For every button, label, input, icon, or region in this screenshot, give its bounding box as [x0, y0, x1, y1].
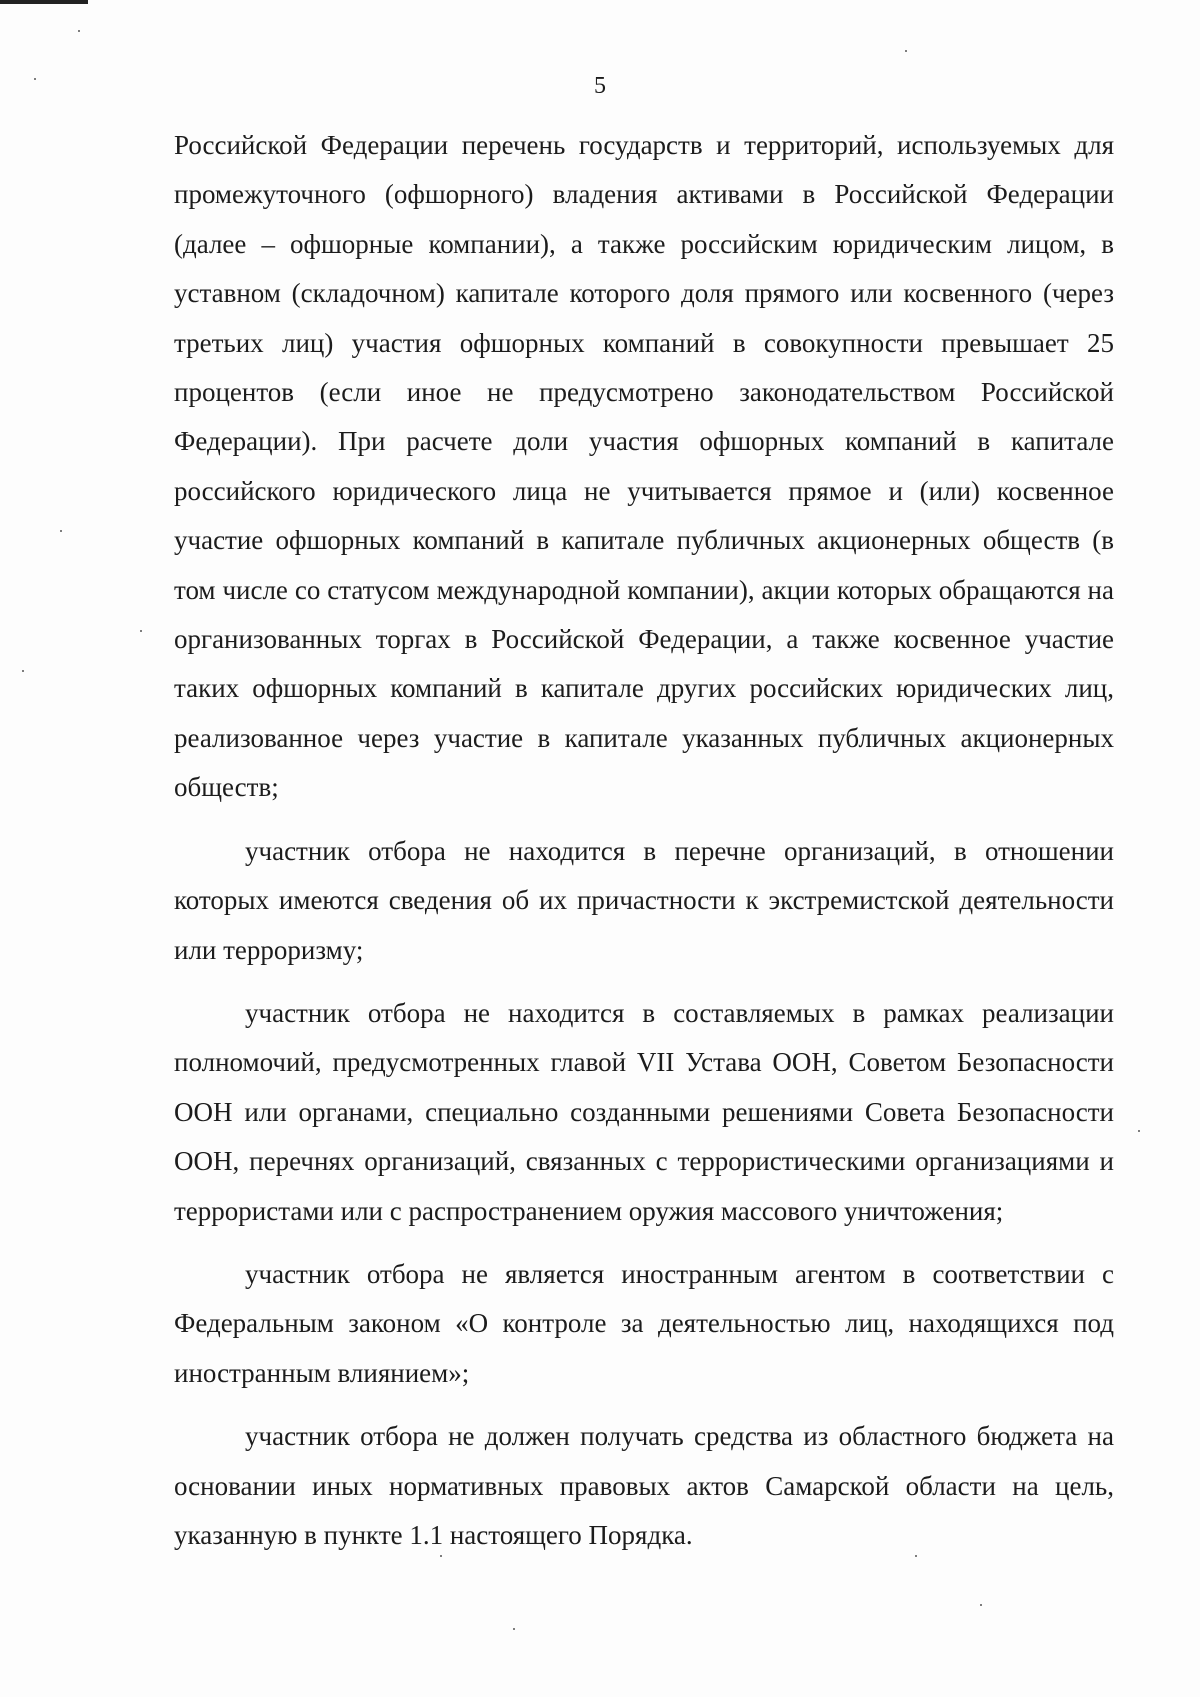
- scan-speck: [140, 630, 142, 632]
- paragraph: участник отбора не должен получать средства из областного бюджета на основании иных нормативных правовых актов Самарской области на цель, указанную в пункте 1.1 настоящего Порядка.: [174, 1421, 1114, 1550]
- scan-speck: [905, 50, 907, 52]
- scan-edge-mark: [0, 0, 88, 4]
- scan-speck: [60, 530, 62, 532]
- paragraph: участник отбора не находится в перечне организаций, в отношении которых имеются сведения об их причастности к экстремистской деятельности или терроризму;: [174, 835, 1114, 965]
- document-body: [174, 121, 1114, 1560]
- paragraph: участник отбора не является иностранным агентом в соответствии с Федеральным законом «О контроле за деятельностью лиц, находящихся под иностранным влиянием»;: [174, 1258, 1114, 1388]
- scan-speck: [980, 1604, 982, 1606]
- scan-speck: [1138, 1130, 1140, 1132]
- scan-speck: [22, 670, 24, 672]
- scan-speck: [78, 30, 80, 32]
- scan-speck: [513, 1628, 515, 1630]
- paragraph: Российской Федерации перечень государств и территорий, используемых для промежуточного (офшорного) владения активами в Российской Федерации (далее – офшорные компании), а также российским юридическим лицом, в уставном (складочном) капитале которого доля прямого или косвенного (через третьих лиц) участия офшорных компаний в совокупности превышает 25 процентов (если иное не предусмотрено законодательством Российской Федерации). При расчете доли участия офшорных компаний в капитале российского юридического лица не учитывается прямое и (или) косвенное участие офшорных компаний в капитале публичных акционерных обществ (в том числе со статусом международной компании), акции которых обращаются на организованных торгах в Российской Федерации, а также косвенное участие таких офшорных компаний в капитале других российских юридических лиц, реализованное через участие в капитале указанных публичных акционерных обществ;: [174, 130, 1114, 803]
- paragraph: участник отбора не находится в составляемых в рамках реализации полномочий, предусмотренных главой VII Устава ООН, Советом Безопасности ООН или органами, специально созданными решениями Совета Безопасности ООН, перечнях организаций, связанных с террористическими организациями и террористами или с распространением оружия массового уничтожения;: [174, 997, 1114, 1226]
- page-number: 5: [594, 73, 606, 99]
